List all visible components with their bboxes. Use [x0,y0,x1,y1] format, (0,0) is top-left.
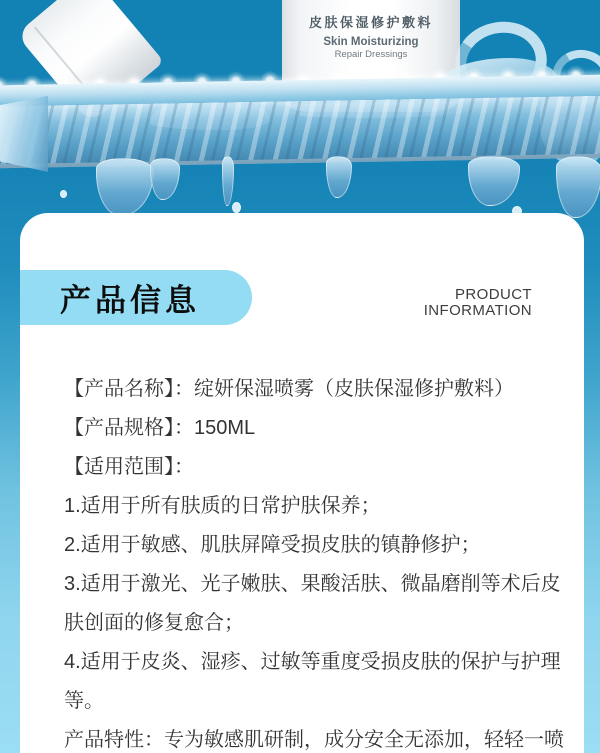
glass-shelf-side [0,96,48,172]
info-line-features: 产品特性：专为敏感肌研制，成分安全无添加，轻轻一喷 [64,729,564,751]
bottle-label-en-line1: Skin Moisturizing [323,36,419,48]
info-line-product-name: 【产品名称】：绽妍保湿喷雾（皮肤保湿修护敷料） [64,378,514,400]
bottle-label-en-line2: Repair Dressings [334,49,408,60]
product-info-text [64,370,564,753]
water-drip [326,156,352,198]
water-drip [468,156,520,206]
water-drip [556,156,600,218]
section-header-pill [20,270,252,325]
water-droplet [232,202,241,213]
info-line-product-spec: 【产品规格】：150ML [64,417,256,439]
section-subtitle-line1: PRODUCT [455,286,532,303]
info-line-scope-3: 3.适用于激光、光子嫩肤、果酸活肤、微晶磨削等术后皮肤创面的修复愈合； [64,573,561,634]
section-subtitle-line2: INFORMATION [423,302,532,319]
section-subtitle-en [424,287,532,319]
water-drip [222,156,234,206]
water-droplet [60,190,67,198]
standing-bottle-label [282,12,460,60]
bottle-label-cn: 皮肤保湿修护敷料 [308,15,433,30]
water-drip [150,158,180,200]
info-line-scope-2: 2.适用于敏感、肌肤屏障受损皮肤的镇静修护； [64,534,481,556]
info-line-scope-4: 4.适用于皮炎、湿疹、过敏等重度受损皮肤的保护与护理等。 [64,651,561,712]
glass-shelf-front [0,96,600,169]
product-info-card [20,213,584,753]
info-line-scope-1: 1.适用于所有肤质的日常护肤保养； [64,495,381,517]
info-line-scope-heading: 【适用范围】： [64,456,194,478]
section-title: 产品信息 [60,283,200,318]
water-drip [96,158,154,216]
